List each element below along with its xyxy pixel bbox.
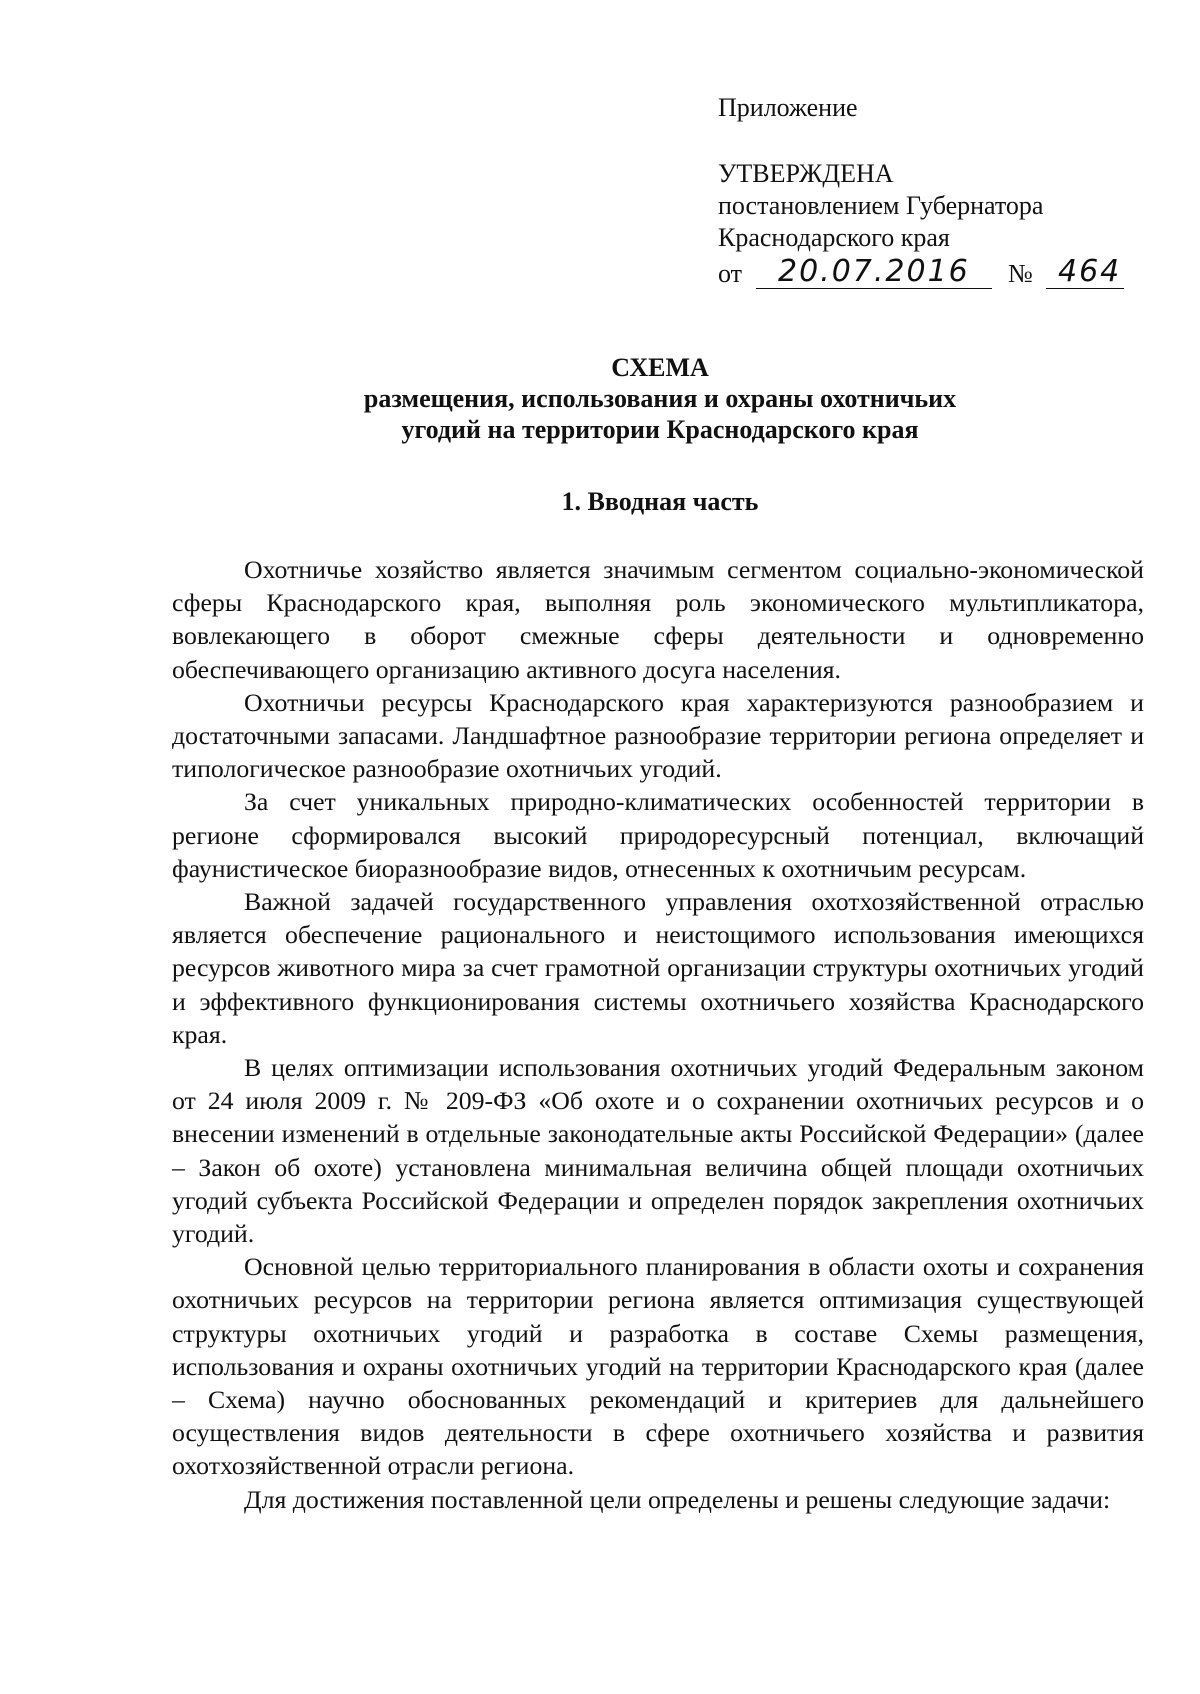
appendix-label: Приложение: [718, 93, 858, 122]
paragraph: Основной целью территориального планирования в области охоты и сохранения охотничьих ресурсов на территории региона является оптимизация существующей структуры охотничьих угодий и разработка в составе Схемы размещения, использования и охраны охотничьих угодий на территории Краснодарского края (далее – Схема) научно обоснованных рекомендаций и критериев для дальнейшего осуществления видов деятельности в сфере охотничьего хозяйства и развития охотхозяйственной отрасли региона.: [172, 1252, 1144, 1481]
paragraph: Для достижения поставленной цели определены и решены следующие задачи:: [244, 1484, 1111, 1514]
title-line-1: размещения, использования и охраны охотничьих: [363, 384, 957, 413]
number-field: [1046, 254, 1124, 289]
decree-line-2: Краснодарского края: [718, 223, 950, 252]
approved-label: УТВЕРЖДЕНА: [718, 159, 894, 188]
paragraph: Охотничье хозяйство является значимым сегментом социально-экономической сферы Краснодарского края, выполняя роль экономического мультипликатора, вовлекающего в оборот смежные сферы деятельности и одновременно обеспечивающего организацию активного досуга населения.: [172, 555, 1144, 684]
handwritten-number: 464: [1058, 254, 1122, 289]
spacer: [718, 124, 1138, 158]
section-heading: 1. Вводная часть: [561, 487, 759, 516]
paragraph: В целях оптимизации использования охотничьих угодий Федеральным законом от 24 июля 2009 г. № 209-ФЗ «Об охоте и о сохранении охотничьих ресурсов и о внесении изменений в отдельные законодательные акты Российской Федерации» (далее – Закон об охоте) установлена минимальная величина общей площади охотничьих угодий субъекта Российской Федерации и определен порядок закрепления охотничьих угодий.: [172, 1053, 1144, 1249]
date-prefix: от: [718, 259, 743, 288]
number-prefix: №: [1008, 259, 1033, 288]
paragraph: Важной задачей государственного управления охотхозяйственной отраслью является обеспечение рационального и неистощимого использования имеющихся ресурсов животного мира за счет грамотной организации структуры охотничьих угодий и эффективного функционирования системы охотничьего хозяйства Краснодарского края.: [172, 887, 1144, 1049]
paragraph: За счет уникальных природно-климатических особенностей территории в регионе сформировался высокий природоресурсный потенциал, включащий фаунистическое биоразнообразие видов, отнесенных к охотничьим ресурсам.: [172, 787, 1144, 883]
title-line-2: угодий на территории Краснодарского края: [401, 415, 919, 444]
title-main: СХЕМА: [611, 353, 709, 382]
decree-line-1: постановлением Губернатора: [718, 191, 1044, 220]
handwritten-date: 20.07.2016: [778, 254, 970, 289]
approval-block: [718, 92, 1138, 294]
date-field: [756, 254, 992, 289]
document-title: [160, 352, 1160, 445]
paragraph: Охотничьи ресурсы Краснодарского края характеризуются разнообразием и достаточными запасами. Ландшафтное разнообразие территории региона определяет и типологическое разнообразие охотничьих угодий.: [172, 687, 1144, 784]
date-number-line: [718, 254, 1138, 294]
body-text: [172, 553, 1144, 1516]
